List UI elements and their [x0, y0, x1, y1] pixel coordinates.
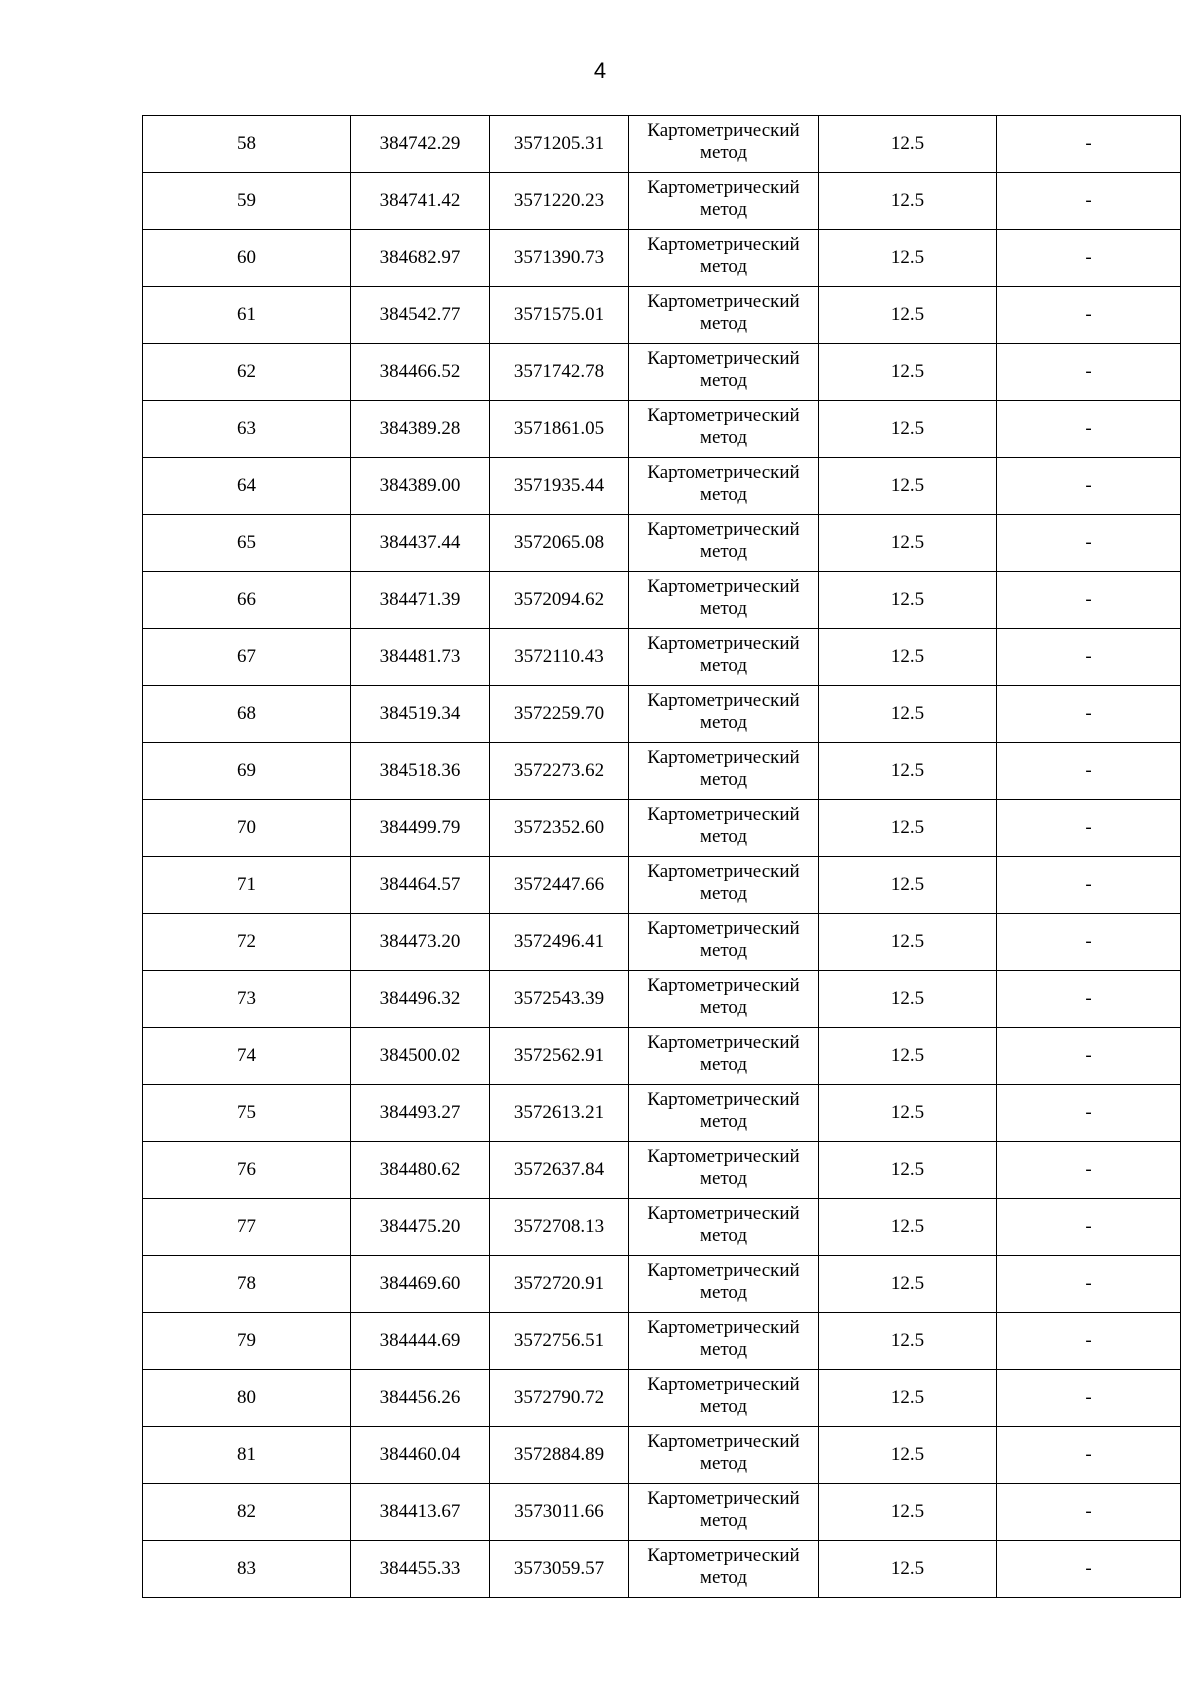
point-number-cell: 76	[143, 1142, 351, 1199]
table-row	[143, 743, 1181, 800]
method-line-1: Картометрический	[647, 918, 800, 939]
note-cell: -	[997, 1541, 1181, 1598]
precision-cell: 12.5	[819, 686, 997, 743]
method-line-2: метод	[699, 655, 748, 676]
method-line-2: метод	[699, 1567, 748, 1588]
y-coordinate-cell: 3571575.01	[490, 287, 629, 344]
point-number-cell: 68	[143, 686, 351, 743]
x-coordinate-cell: 384444.69	[351, 1313, 490, 1370]
x-coordinate-cell: 384499.79	[351, 800, 490, 857]
point-number-cell: 71	[143, 857, 351, 914]
point-number-cell: 58	[143, 116, 351, 173]
method-line-2: метод	[699, 1396, 748, 1417]
y-coordinate-cell: 3571742.78	[490, 344, 629, 401]
point-number-cell: 81	[143, 1427, 351, 1484]
x-coordinate-cell: 384413.67	[351, 1484, 490, 1541]
method-cell	[629, 572, 819, 629]
method-cell	[629, 800, 819, 857]
method-cell	[629, 1142, 819, 1199]
point-number-cell: 60	[143, 230, 351, 287]
table-row	[143, 914, 1181, 971]
table-row	[143, 686, 1181, 743]
method-line-2: метод	[699, 769, 748, 790]
note-cell: -	[997, 800, 1181, 857]
method-line-1: Картометрический	[647, 975, 800, 996]
method-line-1: Картометрический	[647, 1374, 800, 1395]
table-row	[143, 287, 1181, 344]
table-row	[143, 572, 1181, 629]
precision-cell: 12.5	[819, 572, 997, 629]
table-row	[143, 1541, 1181, 1598]
point-number-cell: 62	[143, 344, 351, 401]
table-row	[143, 1085, 1181, 1142]
method-cell	[629, 287, 819, 344]
y-coordinate-cell: 3572720.91	[490, 1256, 629, 1313]
method-line-2: метод	[699, 1054, 748, 1075]
method-cell	[629, 914, 819, 971]
point-number-cell: 61	[143, 287, 351, 344]
coordinates-table-body	[143, 116, 1181, 1598]
point-number-cell: 83	[143, 1541, 351, 1598]
y-coordinate-cell: 3571205.31	[490, 116, 629, 173]
note-cell: -	[997, 1028, 1181, 1085]
point-number-cell: 73	[143, 971, 351, 1028]
precision-cell: 12.5	[819, 857, 997, 914]
note-cell: -	[997, 230, 1181, 287]
method-line-2: метод	[699, 142, 748, 163]
x-coordinate-cell: 384469.60	[351, 1256, 490, 1313]
table-row	[143, 1484, 1181, 1541]
note-cell: -	[997, 1085, 1181, 1142]
method-cell	[629, 1256, 819, 1313]
method-line-2: метод	[699, 826, 748, 847]
method-line-2: метод	[699, 1510, 748, 1531]
table-row	[143, 230, 1181, 287]
table-row	[143, 1199, 1181, 1256]
table-row	[143, 800, 1181, 857]
method-line-2: метод	[699, 712, 748, 733]
method-cell	[629, 1370, 819, 1427]
note-cell: -	[997, 1199, 1181, 1256]
y-coordinate-cell: 3572259.70	[490, 686, 629, 743]
method-line-2: метод	[699, 1111, 748, 1132]
table-row	[143, 1256, 1181, 1313]
y-coordinate-cell: 3572884.89	[490, 1427, 629, 1484]
method-cell	[629, 1313, 819, 1370]
method-line-2: метод	[699, 313, 748, 334]
point-number-cell: 82	[143, 1484, 351, 1541]
note-cell: -	[997, 458, 1181, 515]
method-line-1: Картометрический	[647, 177, 800, 198]
note-cell: -	[997, 401, 1181, 458]
precision-cell: 12.5	[819, 230, 997, 287]
method-line-2: метод	[699, 484, 748, 505]
precision-cell: 12.5	[819, 287, 997, 344]
table-row	[143, 173, 1181, 230]
y-coordinate-cell: 3572094.62	[490, 572, 629, 629]
y-coordinate-cell: 3573059.57	[490, 1541, 629, 1598]
method-cell	[629, 116, 819, 173]
method-cell	[629, 1199, 819, 1256]
x-coordinate-cell: 384682.97	[351, 230, 490, 287]
precision-cell: 12.5	[819, 1199, 997, 1256]
x-coordinate-cell: 384496.32	[351, 971, 490, 1028]
method-line-1: Картометрический	[647, 861, 800, 882]
x-coordinate-cell: 384473.20	[351, 914, 490, 971]
point-number-cell: 80	[143, 1370, 351, 1427]
precision-cell: 12.5	[819, 800, 997, 857]
precision-cell: 12.5	[819, 1370, 997, 1427]
point-number-cell: 66	[143, 572, 351, 629]
precision-cell: 12.5	[819, 1256, 997, 1313]
table-row	[143, 344, 1181, 401]
x-coordinate-cell: 384389.28	[351, 401, 490, 458]
method-line-1: Картометрический	[647, 405, 800, 426]
point-number-cell: 77	[143, 1199, 351, 1256]
method-line-1: Картометрический	[647, 1203, 800, 1224]
x-coordinate-cell: 384519.34	[351, 686, 490, 743]
method-cell	[629, 344, 819, 401]
table-row	[143, 1370, 1181, 1427]
method-line-1: Картометрический	[647, 633, 800, 654]
method-line-1: Картометрический	[647, 462, 800, 483]
method-cell	[629, 971, 819, 1028]
table-row	[143, 1313, 1181, 1370]
method-line-1: Картометрический	[647, 348, 800, 369]
point-number-cell: 72	[143, 914, 351, 971]
table-row	[143, 1028, 1181, 1085]
method-line-2: метод	[699, 1453, 748, 1474]
table-row	[143, 1142, 1181, 1199]
method-cell	[629, 1028, 819, 1085]
method-line-1: Картометрический	[647, 291, 800, 312]
method-cell	[629, 1427, 819, 1484]
precision-cell: 12.5	[819, 1142, 997, 1199]
precision-cell: 12.5	[819, 743, 997, 800]
x-coordinate-cell: 384518.36	[351, 743, 490, 800]
point-number-cell: 67	[143, 629, 351, 686]
precision-cell: 12.5	[819, 1028, 997, 1085]
point-number-cell: 79	[143, 1313, 351, 1370]
method-line-1: Картометрический	[647, 1089, 800, 1110]
y-coordinate-cell: 3572065.08	[490, 515, 629, 572]
method-line-1: Картометрический	[647, 234, 800, 255]
table-row	[143, 116, 1181, 173]
y-coordinate-cell: 3573011.66	[490, 1484, 629, 1541]
x-coordinate-cell: 384455.33	[351, 1541, 490, 1598]
x-coordinate-cell: 384389.00	[351, 458, 490, 515]
method-line-1: Картометрический	[647, 519, 800, 540]
method-line-2: метод	[699, 370, 748, 391]
method-cell	[629, 743, 819, 800]
precision-cell: 12.5	[819, 173, 997, 230]
point-number-cell: 69	[143, 743, 351, 800]
x-coordinate-cell: 384437.44	[351, 515, 490, 572]
coordinates-table	[142, 115, 1181, 1598]
note-cell: -	[997, 1313, 1181, 1370]
y-coordinate-cell: 3572447.66	[490, 857, 629, 914]
y-coordinate-cell: 3572562.91	[490, 1028, 629, 1085]
table-row	[143, 458, 1181, 515]
method-cell	[629, 401, 819, 458]
x-coordinate-cell: 384456.26	[351, 1370, 490, 1427]
method-cell	[629, 686, 819, 743]
table-row	[143, 857, 1181, 914]
x-coordinate-cell: 384542.77	[351, 287, 490, 344]
note-cell: -	[997, 743, 1181, 800]
precision-cell: 12.5	[819, 971, 997, 1028]
note-cell: -	[997, 1142, 1181, 1199]
method-line-2: метод	[699, 1282, 748, 1303]
method-cell	[629, 173, 819, 230]
method-line-2: метод	[699, 256, 748, 277]
x-coordinate-cell: 384464.57	[351, 857, 490, 914]
method-line-1: Картометрический	[647, 1260, 800, 1281]
precision-cell: 12.5	[819, 629, 997, 686]
method-cell	[629, 857, 819, 914]
y-coordinate-cell: 3572756.51	[490, 1313, 629, 1370]
page-number: 4	[593, 58, 607, 83]
y-coordinate-cell: 3571390.73	[490, 230, 629, 287]
method-cell	[629, 629, 819, 686]
x-coordinate-cell: 384742.29	[351, 116, 490, 173]
table-row	[143, 971, 1181, 1028]
precision-cell: 12.5	[819, 914, 997, 971]
precision-cell: 12.5	[819, 458, 997, 515]
note-cell: -	[997, 629, 1181, 686]
x-coordinate-cell: 384493.27	[351, 1085, 490, 1142]
x-coordinate-cell: 384471.39	[351, 572, 490, 629]
method-line-1: Картометрический	[647, 1545, 800, 1566]
method-line-1: Картометрический	[647, 576, 800, 597]
method-line-2: метод	[699, 883, 748, 904]
method-cell	[629, 1541, 819, 1598]
table-row	[143, 1427, 1181, 1484]
y-coordinate-cell: 3572110.43	[490, 629, 629, 686]
x-coordinate-cell: 384460.04	[351, 1427, 490, 1484]
method-line-2: метод	[699, 598, 748, 619]
x-coordinate-cell: 384481.73	[351, 629, 490, 686]
method-line-1: Картометрический	[647, 1431, 800, 1452]
table-row	[143, 401, 1181, 458]
method-cell	[629, 230, 819, 287]
method-cell	[629, 458, 819, 515]
method-line-1: Картометрический	[647, 804, 800, 825]
note-cell: -	[997, 287, 1181, 344]
method-line-2: метод	[699, 199, 748, 220]
point-number-cell: 78	[143, 1256, 351, 1313]
x-coordinate-cell: 384475.20	[351, 1199, 490, 1256]
point-number-cell: 74	[143, 1028, 351, 1085]
point-number-cell: 59	[143, 173, 351, 230]
precision-cell: 12.5	[819, 344, 997, 401]
method-cell	[629, 1484, 819, 1541]
method-line-2: метод	[699, 940, 748, 961]
x-coordinate-cell: 384741.42	[351, 173, 490, 230]
y-coordinate-cell: 3571935.44	[490, 458, 629, 515]
note-cell: -	[997, 515, 1181, 572]
precision-cell: 12.5	[819, 1313, 997, 1370]
method-cell	[629, 515, 819, 572]
method-line-1: Картометрический	[647, 747, 800, 768]
y-coordinate-cell: 3572352.60	[490, 800, 629, 857]
precision-cell: 12.5	[819, 515, 997, 572]
note-cell: -	[997, 1484, 1181, 1541]
method-line-2: метод	[699, 1168, 748, 1189]
precision-cell: 12.5	[819, 1085, 997, 1142]
y-coordinate-cell: 3572543.39	[490, 971, 629, 1028]
note-cell: -	[997, 971, 1181, 1028]
y-coordinate-cell: 3572496.41	[490, 914, 629, 971]
method-line-1: Картометрический	[647, 690, 800, 711]
note-cell: -	[997, 572, 1181, 629]
precision-cell: 12.5	[819, 1541, 997, 1598]
y-coordinate-cell: 3572273.62	[490, 743, 629, 800]
method-line-2: метод	[699, 997, 748, 1018]
note-cell: -	[997, 1256, 1181, 1313]
method-cell	[629, 1085, 819, 1142]
point-number-cell: 63	[143, 401, 351, 458]
point-number-cell: 64	[143, 458, 351, 515]
x-coordinate-cell: 384500.02	[351, 1028, 490, 1085]
point-number-cell: 70	[143, 800, 351, 857]
method-line-2: метод	[699, 541, 748, 562]
table-row	[143, 629, 1181, 686]
table-row	[143, 515, 1181, 572]
note-cell: -	[997, 1370, 1181, 1427]
precision-cell: 12.5	[819, 1427, 997, 1484]
method-line-1: Картометрический	[647, 1317, 800, 1338]
note-cell: -	[997, 914, 1181, 971]
y-coordinate-cell: 3572708.13	[490, 1199, 629, 1256]
method-line-2: метод	[699, 1339, 748, 1360]
note-cell: -	[997, 857, 1181, 914]
method-line-2: метод	[699, 427, 748, 448]
note-cell: -	[997, 116, 1181, 173]
point-number-cell: 65	[143, 515, 351, 572]
precision-cell: 12.5	[819, 116, 997, 173]
note-cell: -	[997, 344, 1181, 401]
note-cell: -	[997, 173, 1181, 230]
y-coordinate-cell: 3571861.05	[490, 401, 629, 458]
y-coordinate-cell: 3572790.72	[490, 1370, 629, 1427]
method-line-1: Картометрический	[647, 1488, 800, 1509]
y-coordinate-cell: 3572637.84	[490, 1142, 629, 1199]
method-line-1: Картометрический	[647, 1032, 800, 1053]
y-coordinate-cell: 3571220.23	[490, 173, 629, 230]
note-cell: -	[997, 1427, 1181, 1484]
note-cell: -	[997, 686, 1181, 743]
x-coordinate-cell: 384466.52	[351, 344, 490, 401]
point-number-cell: 75	[143, 1085, 351, 1142]
method-line-1: Картометрический	[647, 120, 800, 141]
method-line-1: Картометрический	[647, 1146, 800, 1167]
method-line-2: метод	[699, 1225, 748, 1246]
precision-cell: 12.5	[819, 401, 997, 458]
precision-cell: 12.5	[819, 1484, 997, 1541]
x-coordinate-cell: 384480.62	[351, 1142, 490, 1199]
y-coordinate-cell: 3572613.21	[490, 1085, 629, 1142]
